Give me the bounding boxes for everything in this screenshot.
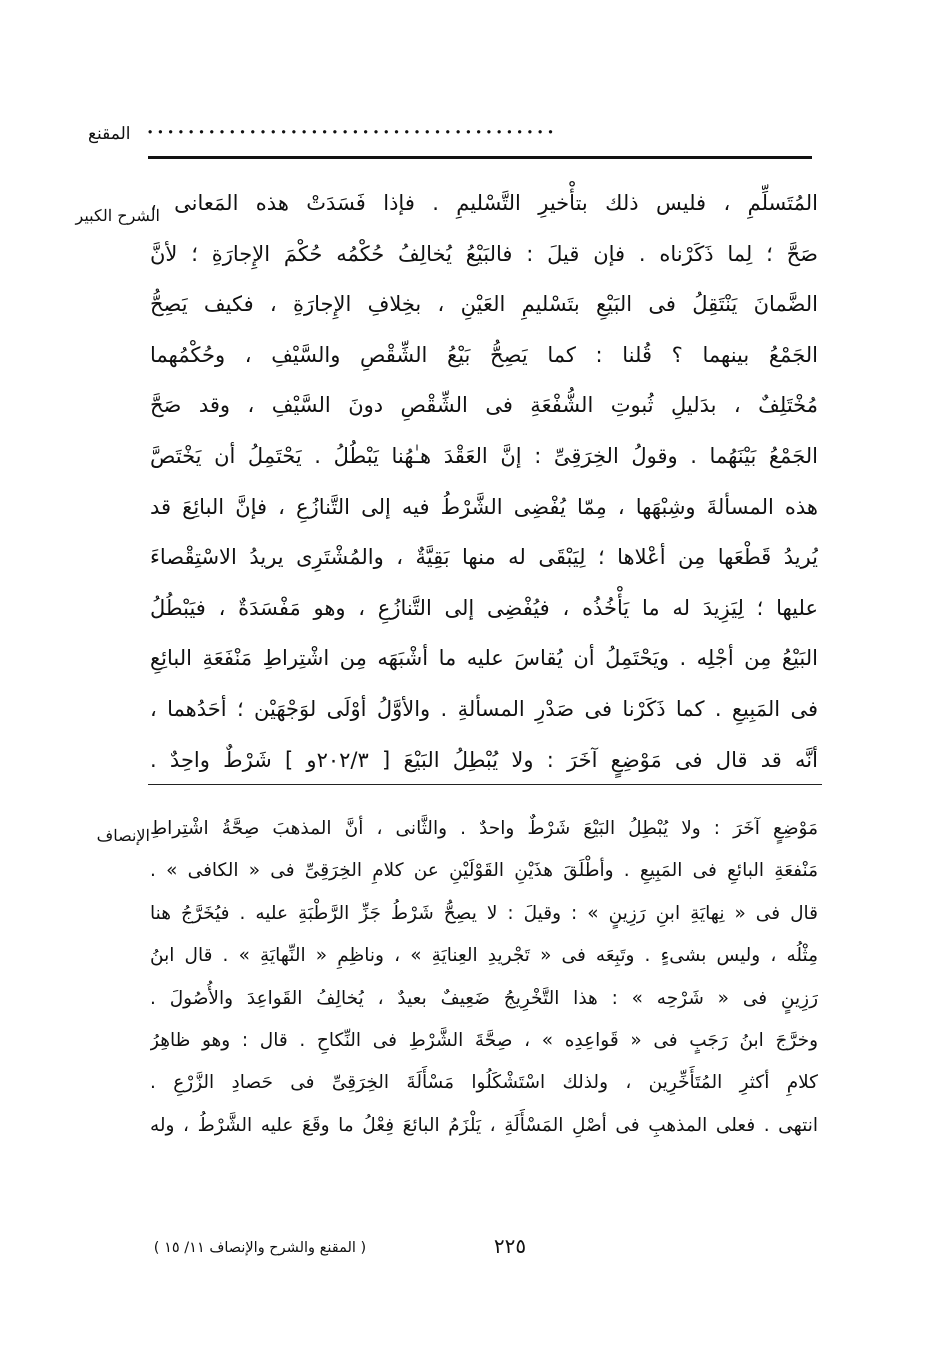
insaf-line: وخرَّجَ ابنُ رَجَبٍ فى « قَواعِدِه » ، صِحَّةَ الشَّرْطِ فى النِّكاحِ . قال : وهو ظاهِرُ xyxy=(150,1029,818,1051)
insaf-line: انتهى . فعلى المذهبِ فى أصْلِ المَسْأَلَةِ ، يَلْزَمُ البائعَ فِعْلُ ما وقَعَ عليه الشَّرْطُ ، وله xyxy=(150,1114,818,1136)
sharh-line: مُخْتَلِفٌ ، بدَليلِ ثُبوتِ الشُّفْعَةِ فى الشِّقْصِ دونَ السَّيْفِ ، وقد صَحَّ xyxy=(150,393,818,418)
insaf-commentary-block xyxy=(150,808,818,1147)
running-header-title: المقنع xyxy=(88,124,131,144)
sharh-line: أنَّه قد قال فى مَوْضِعٍ آخَرَ : ولا يُبْطِلُ البَيْعَ [ ٢٠٢/٣و ] شَرْطٌ واحِدٌ . xyxy=(150,747,818,772)
sharh-line: الجَمْعُ بينهما ؟ قُلنا : كما يَصِحُّ بَيْعُ الشِّقْصِ والسَّيْفِ ، وحُكْمُهما xyxy=(150,342,818,367)
sharh-line: عليها ؛ لِيَزِيدَ له ما يَأْخُذُه ، فيُفْضِى إلى التَّنازُعِ ، وهو مَفْسَدَةٌ ، فيَبْطُلُ xyxy=(150,595,818,620)
insaf-line: مَنْفعَةِ البائعِ فى المَبِيعِ . وأطْلَقَ هذَيْنِ القَوْلَيْنِ عن كلامِ الخِرَقِىِّ فى « الكافى » . xyxy=(150,860,818,882)
section-divider xyxy=(148,784,822,785)
sharh-line: الجَمْعُ بَيْنَهُما . وقولُ الخِرَقِىِّ : إنَّ العَقْدَ هـٰهُنا يَبْطُلُ . يَحْتَمِلُ أن يَخْتَصَّ xyxy=(150,443,818,468)
side-label-insaf: الإنصاف xyxy=(96,826,150,845)
sharh-line: الضَّمانَ يَنْتَقِلُ فى البَيْعِ بتَسْليمِ العَيْنِ ، بخِلافِ الإِجارَةِ ، فكيف يَصِحُّ xyxy=(150,292,818,317)
insaf-line: قال فى « نِهايَةِ ابنِ رَزِينٍ » : وقيلَ : لا يصِحُّ شَرْطُ جَزِّ الرَّطْبَةِ عليه . فيُخَرَّجُ هنا xyxy=(150,902,818,924)
sharh-commentary-block xyxy=(150,178,818,785)
sharh-line: يُريدُ قَطْعَها مِن أعْلاها ؛ لِيَبْقَى له منها بَقِيَّةٌ ، والمُشْتَرِى يريدُ الاسْتِقْصاءَ xyxy=(150,545,818,570)
sharh-line: فى المَبِيعِ . كما ذَكَرْنا فى صَدْرِ المسألةِ . والأوَّلُ أوْلَى لوَجْهَيْن ؛ أحَدُهما ، xyxy=(150,696,818,721)
footer-reference: ( المقنع والشرح والإنصاف ١١/ ١٥ ) xyxy=(153,1240,367,1256)
insaf-line: مَوْضِعٍ آخَرَ : ولا يُبْطِلُ البَيْعَ شَرْطٌ واحدٌ . والثَّانى ، أنَّ المذهبَ صِحَّةُ اشْتِراطِ xyxy=(150,818,818,839)
header-rule xyxy=(148,156,812,159)
insaf-line: مِثْلُه ، وليس بشىءٍ . وتَبِعَه فى « تَجْريدِ العِنايَةِ » ، وناظِمِ « النِّهايَةِ » . قال ابنُ xyxy=(150,945,818,967)
side-label-sharh: الشرح الكبير xyxy=(75,206,160,225)
sharh-line: هذه المسألةَ وشِبْهَها ، مِمّا يُفْضِى الشَّرْطُ فيه إلى التَّنازُعِ ، فإنَّ البائِعَ قد xyxy=(150,494,818,519)
header-dot-leader: ........................................ xyxy=(146,110,557,140)
insaf-line: كلامِ أكثرِ المُتَأَخِّرِين ، ولذلك اسْتَشْكَلُوا مَسْأَلَةَ الخِرَقِىِّ فى حَصادِ الزَّرْعِ . xyxy=(150,1072,818,1094)
page-number: ٢٢٥ xyxy=(493,1234,527,1258)
sharh-line: صَحَّ ؛ لِما ذَكَرْناه . فإن قيلَ : فالبَيْعُ يُخالِفُ حُكْمُه حُكْمَ الإِجارَةِ ؛ لأنَّ xyxy=(150,241,818,266)
insaf-line: رَزِينٍ فى « شَرْحِه » : هذا التَّخْرِيجُ ضَعِيفٌ بعيدٌ ، يُخالِفُ القَواعِدَ والأُصُولَ . xyxy=(150,987,818,1009)
sharh-line: البَيْعُ مِن أجْلِه . ويَحْتَمِلُ أن يُقاسَ عليه ما أشْبَهَه مِن اشْتِراطِ مَنْفَعَةِ البائِعِ xyxy=(150,646,818,671)
sharh-line: المُتَسلِّمِ ، فليس ذلك بتأْخيرِ التَّسْليمِ . فإذا فَسَدَتْ هذه المَعانى ، xyxy=(150,191,818,215)
